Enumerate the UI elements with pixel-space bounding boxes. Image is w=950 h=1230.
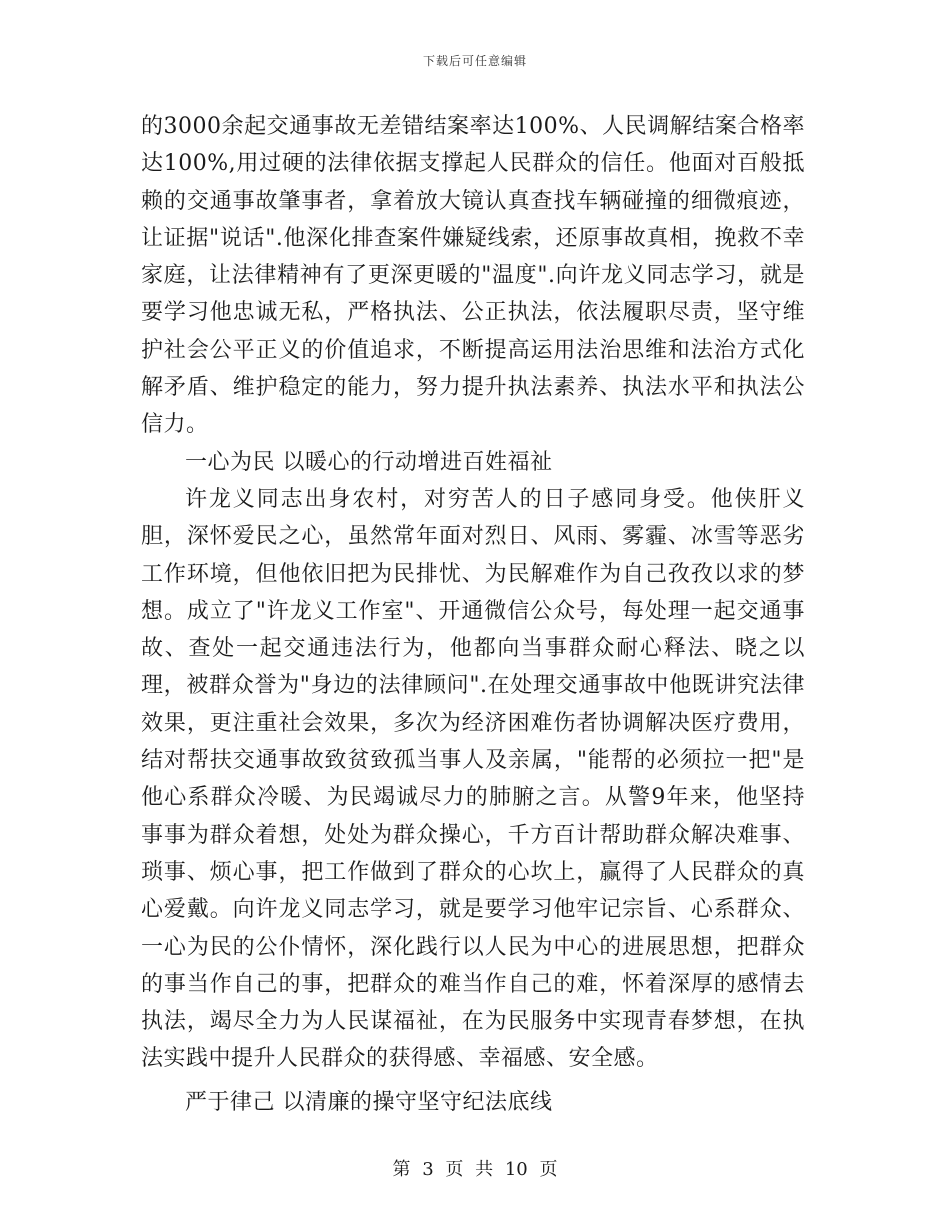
page-number: 第 3 页 共 10 页 xyxy=(392,1159,558,1180)
paragraph-continuation: 的3000余起交通事故无差错结案率达100%、人民调解结案合格率达100%,用过硬的法律依据支撑起人民群众的信任。他面对百般抵赖的交通事故肇事者，拿着放大镜认真查找车辆碰撞的细微痕迹，让证据"说话".他深化排查案件嫌疑线索，还原事故真相，挽救不幸家庭，让法律精神有了更深更暖的"温度".向许龙义同志学习，就是要学习他忠诚无私，严格执法、公正执法，依法履职尽责，坚守维护社会公平正义的价值追求，不断提高运用法治思维和法治方式化解矛盾、维护稳定的能力，努力提升执法素养、执法水平和执法公信力。 xyxy=(141,114,805,438)
section-heading-serve-people: 一心为民 以暖心的行动增进百姓福祉 xyxy=(185,449,553,475)
paragraph-serve-people: 许龙义同志出身农村，对穷苦人的日子感同身受。他侠肝义胆，深怀爱民之心，虽然常年面对烈日、风雨、雾霾、冰雪等恶劣工作环境，但他依旧把为民排忧、为民解难作为自己孜孜以求的梦想。成立了"许龙义工作室"、开通微信公众号，每处理一起交通事故、查处一起交通违法行为，他都向当事群众耐心释法、晓之以理，被群众誉为"身边的法律顾问".在处理交通事故中他既讲究法律效果，更注重社会效果，多次为经济困难伤者协调解决医疗费用，结对帮扶交通事故致贫致孤当事人及亲属，"能帮的必须拉一把"是他心系群众冷暖、为民竭诚尽力的肺腑之言。从警9年来，他坚持事事为群众着想，处处为群众操心，千方百计帮助群众解决难事、琐事、烦心事，把工作做到了群众的心坎上，赢得了人民群众的真心爱戴。向许龙义同志学习，就是要学习他牢记宗旨、心系群众、一心为民的公仆情怀，深化践行以人民为中心的进展思想，把群众的事当作自己的事，把群众的难当作自己的难，怀着深厚的感情去执法，竭尽全力为人民谋福祉，在为民服务中实现青春梦想，在执法实践中提升人民群众的获得感、幸福感、安全感。 xyxy=(141,486,805,1072)
page-header: 下载后可任意编辑 xyxy=(422,54,527,68)
document-body xyxy=(141,108,805,1121)
section-heading-self-discipline: 严于律己 以清廉的操守坚守纪法底线 xyxy=(185,1089,553,1115)
